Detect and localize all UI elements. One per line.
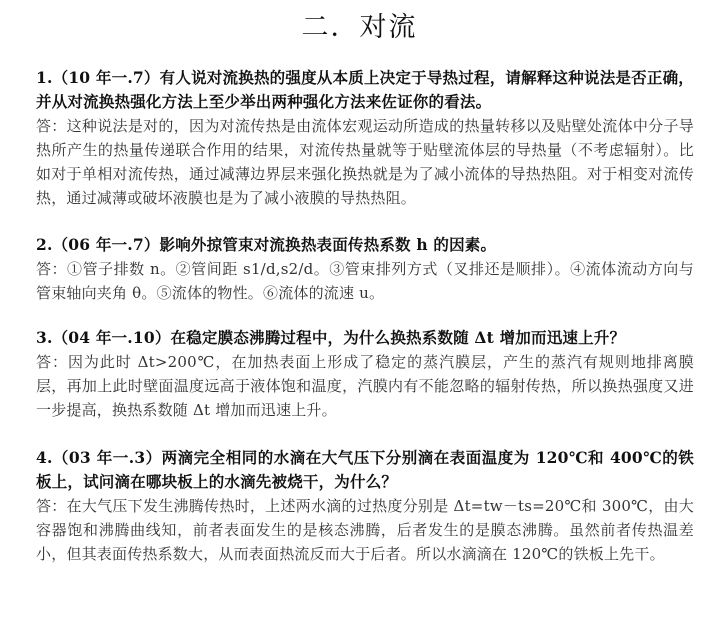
question-2: 2.（06 年一.7）影响外掠管束对流换热表面传热系数 h 的因素。 <box>36 235 497 254</box>
qa-item-4 <box>36 446 694 566</box>
qa-item-1 <box>36 66 694 210</box>
answer-4: 答：在大气压下发生沸腾传热时，上述两水滴的过热度分别是 Δt=tw－ts=20℃和 300℃，由大容器饱和沸腾曲线知，前者表面发生的是核态沸腾，后者发生的是膜态沸腾。虽然前者传热温差小，但其表面传热系数大，从而表面热流反而大于后者。所以水滴滴在 120℃的铁板上先干。 <box>36 497 694 563</box>
answer-3: 答：因为此时 Δt>200℃，在加热表面上形成了稳定的蒸汽膜层，产生的蒸汽有规则地排离膜层，再加上此时壁面温度远高于液体饱和温度，汽膜内有不能忽略的辐射传热，所以换热强度又进一步提高，换热系数随 Δt 增加而迅速上升。 <box>36 353 694 419</box>
question-1: 1.（10 年一.7）有人说对流换热的强度从本质上决定于导热过程，请解释这种说法是否正确，并从对流换热强化方法上至少举出两种强化方法来佐证你的看法。 <box>36 68 694 111</box>
answer-1: 答：这种说法是对的，因为对流传热是由流体宏观运动所造成的热量转移以及贴壁处流体中分子导热所产生的热量传递联合作用的结果，对流传热量就等于贴壁流体层的导热量（不考虑辐射）。比如对于单相对流传热，通过减薄边界层来强化换热就是为了减小流体的导热热阻。对于相变对流传热，通过减薄或破坏液膜也是为了减小液膜的导热热阻。 <box>36 117 694 207</box>
question-4: 4.（03 年一.3）两滴完全相同的水滴在大气压下分别滴在表面温度为 120℃和 400℃的铁板上，试问滴在哪块板上的水滴先被烧干，为什么？ <box>36 448 694 491</box>
qa-item-3 <box>36 326 694 422</box>
qa-item-2 <box>36 233 694 305</box>
section-title: 二．对流 <box>301 12 418 43</box>
question-3: 3.（04 年一.10）在稳定膜态沸腾过程中，为什么换热系数随 Δt 增加而迅速上升？ <box>36 328 626 347</box>
answer-2: 答：①管子排数 n。②管间距 s1/d,s2/d。③管束排列方式（叉排还是顺排）。④流体流动方向与管束轴向夹角 θ。⑤流体的物性。⑥流体的流速 u。 <box>36 260 694 302</box>
